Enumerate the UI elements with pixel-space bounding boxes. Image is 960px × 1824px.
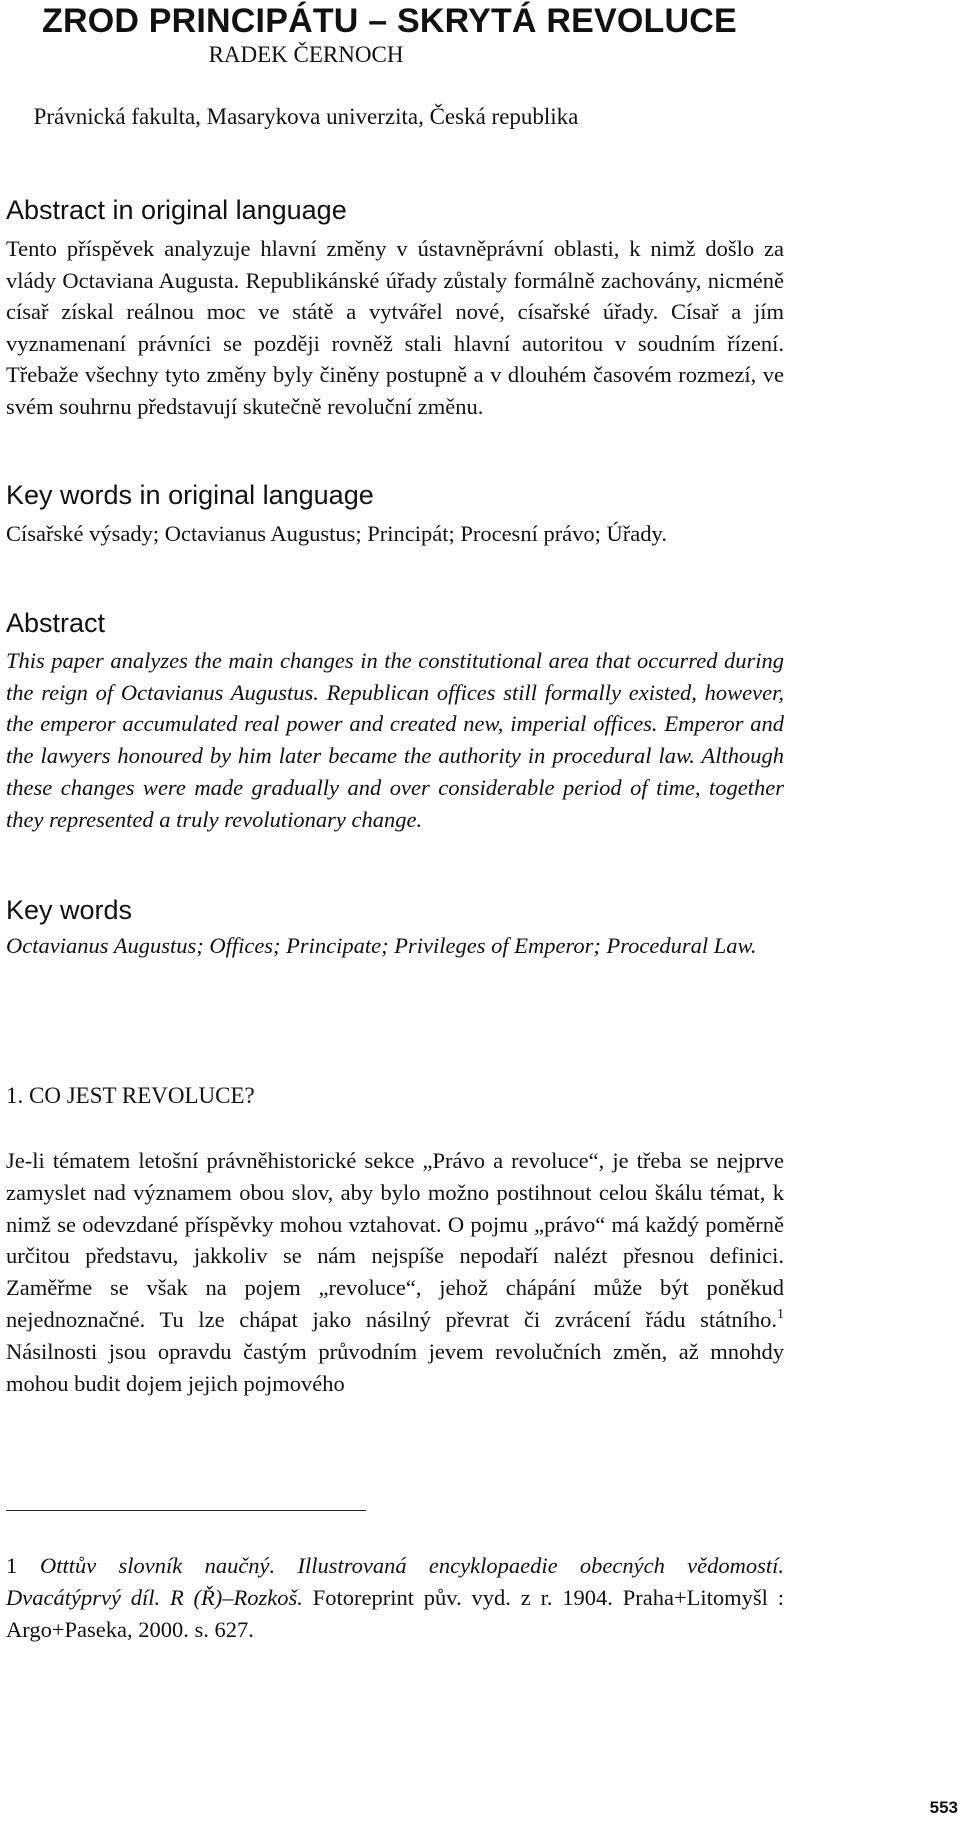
keywords-english-heading: Key words [6, 895, 133, 925]
footnote-number: 1 [6, 1553, 18, 1578]
keywords-original-text: Císařské výsady; Octavianus Augustus; Principát; Procesní právo; Úřady. [6, 521, 667, 546]
keywords-english-text: Octavianus Augustus; Offices; Principate; Privileges of Emperor; Procedural Law. [6, 933, 757, 958]
section-title: 1. CO JEST REVOLUCE? [6, 1083, 255, 1108]
footnote-title: Otttův slovník naučný. Illustrovaná encyklopaedie obecných vědomostí. Dvacátýprvý díl. R (Ř)–Rozkoš. [6, 1553, 784, 1610]
keywords-original-heading: Key words in original language [6, 480, 374, 510]
footnote-divider [6, 1510, 366, 1511]
section-body [6, 1145, 784, 1399]
abstract-original-heading: Abstract in original language [6, 195, 347, 225]
abstract-original-text: Tento příspěvek analyzuje hlavní změny v ústavněprávní oblasti, k nimž došlo za vlády Octaviana Augusta. Republikánské úřady zůstaly formálně zachovány, nicméně císař získal reálnou moc ve státě a vytvářel nové, císařské úřady. Císař a jím vyznamenaní právníci se později rovněž stali hlavní autoritou v soudním řízení. Třebaže všechny tyto změny byly činěny postupně a v dlouhém časovém rozmezí, ve svém souhrnu představují skutečně revoluční změnu. [6, 236, 784, 419]
footnote [6, 1550, 784, 1646]
section-body-text: Je-li tématem letošní právněhistorické sekce „Právo a revoluce“, je třeba se nejprve zamyslet nad významem obou slov, aby bylo možno postihnout celou škálu témat, k nimž se odevzdané příspěvky mohou vztahovat. O pojmu „právo“ má každý poměrně určitou představu, jakkoliv se nám nejspíše nepodaří nalézt přesnou definici. Zaměřme se však na pojem „revoluce“, jehož chápání může být poněkud nejednoznačné. Tu lze chápat jako násilný převrat či zvrácení řádu státního. [6, 1148, 784, 1332]
section-body-continued: Násilnosti jsou opravdu častým průvodním jevem revolučních změn, až mnohdy mohou budit dojem jejich pojmového [6, 1338, 784, 1396]
abstract-english-text: This paper analyzes the main changes in the constitutional area that occurred during the reign of Octavianus Augustus. Republican offices still formally existed, however, the emperor accumulated real power and created new, imperial offices. Emperor and the lawyers honoured by him later became the authority in procedural law. Although these changes were made gradually and over considerable period of time, together they represented a truly revolutionary change. [6, 648, 784, 832]
author-name: RADEK ČERNOCH [208, 42, 404, 67]
author-affiliation: Právnická fakulta, Masarykova univerzita, Česká republika [33, 104, 579, 129]
footnote-reference: 1 [777, 1306, 784, 1322]
paper-title: ZROD PRINCIPÁTU – SKRYTÁ REVOLUCE [42, 2, 737, 40]
page-number: 553 [929, 1798, 958, 1817]
footnote-details: Fotoreprint pův. vyd. z r. 1904. Praha+Litomyšl : Argo+Paseka, 2000. s. 627. [6, 1585, 784, 1642]
abstract-english-heading: Abstract [6, 608, 106, 638]
